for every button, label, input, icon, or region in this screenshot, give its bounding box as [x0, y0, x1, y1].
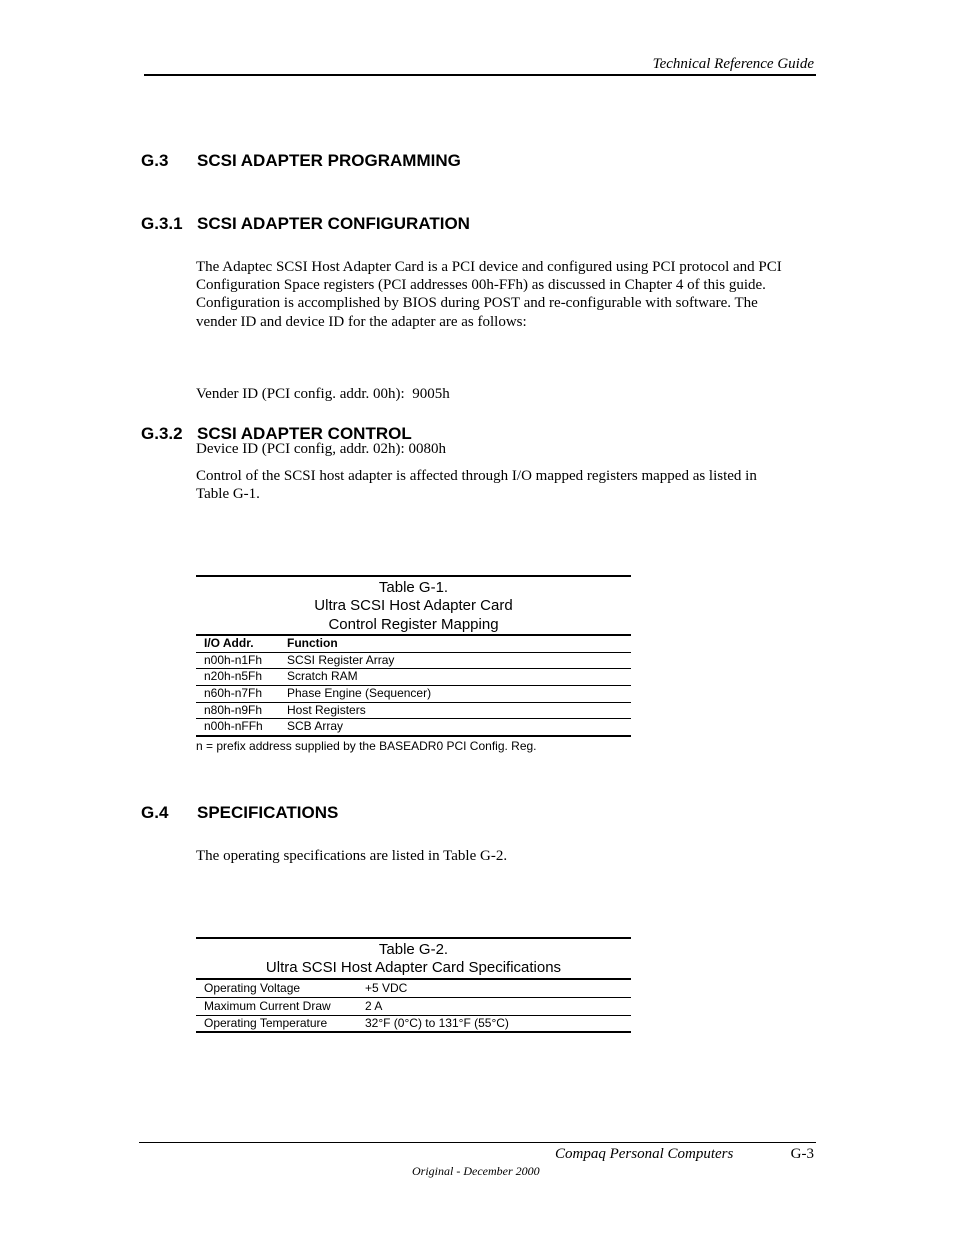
table-footnote: n = prefix address supplied by the BASEADR0 PCI Config. Reg.	[196, 739, 537, 754]
section-title: SCSI ADAPTER CONFIGURATION	[197, 214, 470, 233]
device-ids	[196, 349, 816, 476]
table-row	[196, 653, 631, 670]
section-heading-g4	[141, 803, 338, 823]
table-number: Table G-2.	[378, 941, 449, 958]
io-addr-cell: n00h-n1Fh	[204, 652, 263, 667]
function-cell: Phase Engine (Sequencer)	[287, 685, 432, 700]
column-header-function: Function	[287, 635, 338, 650]
configuration-paragraph	[196, 258, 816, 331]
section-number: G.3	[141, 151, 169, 170]
column-header-io-addr: I/O Addr.	[204, 635, 254, 650]
footer-title: Compaq Personal Computers	[555, 1146, 734, 1162]
io-addr-cell: n20h-n5Fh	[204, 669, 263, 684]
table-caption	[196, 939, 631, 978]
function-cell: Scratch RAM	[287, 669, 358, 684]
text-line: The Adaptec SCSI Host Adapter Card is a PCI device and configured using PCI protocol and PCI	[196, 259, 782, 275]
table-row	[196, 980, 631, 998]
text-line: Configuration Space registers (PCI addresses 00h-FFh) as discussed in Chapter 4 of this guide.	[196, 277, 766, 294]
vendor-id-line: Vender ID (PCI config. addr. 00h): 9005h	[196, 386, 450, 403]
spec-name-cell: Operating Voltage	[204, 980, 301, 995]
table-row	[196, 998, 631, 1016]
spec-value-cell: 2 A	[365, 998, 383, 1013]
io-addr-cell: n00h-nFFh	[204, 719, 263, 734]
section-heading-g3	[141, 151, 461, 171]
text-line: Table G-1.	[196, 486, 260, 503]
table-row	[196, 719, 631, 737]
specifications-paragraph: The operating specifications are listed in Table G-2.	[196, 848, 508, 864]
spec-value-cell: 32°F (0°C) to 131°F (55°C)	[365, 1015, 509, 1030]
section-number: G.4	[141, 803, 169, 822]
spec-name-cell: Operating Temperature	[204, 1015, 328, 1030]
section-title: SCSI ADAPTER CONTROL	[197, 424, 412, 443]
function-cell: SCB Array	[287, 719, 344, 734]
control-paragraph	[196, 467, 816, 503]
table-title-line: Ultra SCSI Host Adapter Card Specifications	[265, 959, 562, 977]
text-line: Control of the SCSI host adapter is affected through I/O mapped registers mapped as listed in	[196, 468, 757, 484]
section-number: G.3.2	[141, 424, 183, 443]
table-title-line: Ultra SCSI Host Adapter Card	[314, 597, 513, 615]
footer-edition: Original - December 2000	[412, 1164, 540, 1178]
table-header-row	[196, 636, 631, 653]
table-title-line: Control Register Mapping	[328, 615, 499, 633]
spec-name-cell: Maximum Current Draw	[204, 998, 331, 1013]
function-cell: Host Registers	[287, 702, 366, 717]
table-caption	[196, 577, 631, 634]
table-row	[196, 686, 631, 703]
device-id-line: Device ID (PCI config, addr. 02h): 0080h	[196, 441, 446, 458]
text-line: vender ID and device ID for the adapter are as follows:	[196, 313, 527, 330]
table-row	[196, 703, 631, 720]
io-addr-cell: n80h-n9Fh	[204, 702, 263, 717]
table-number: Table G-1.	[378, 579, 449, 596]
header-rule	[144, 74, 816, 76]
footer-rule	[139, 1142, 816, 1143]
section-heading-g3-1	[141, 214, 470, 234]
table-g2	[196, 937, 631, 1033]
section-title: SPECIFICATIONS	[197, 803, 339, 822]
table-g1	[196, 575, 631, 754]
running-header: Technical Reference Guide	[652, 56, 814, 72]
spec-value-cell: +5 VDC	[365, 980, 408, 995]
section-number: G.3.1	[141, 214, 183, 233]
function-cell: SCSI Register Array	[287, 652, 395, 667]
section-heading-g3-2	[141, 424, 412, 444]
section-title: SCSI ADAPTER PROGRAMMING	[197, 151, 461, 170]
table-row	[196, 669, 631, 686]
text-line: Configuration is accomplished by BIOS during POST and re-configurable with software. The	[196, 295, 758, 312]
io-addr-cell: n60h-n7Fh	[204, 685, 263, 700]
page-number: G-3	[790, 1146, 814, 1162]
table-row	[196, 1016, 631, 1033]
